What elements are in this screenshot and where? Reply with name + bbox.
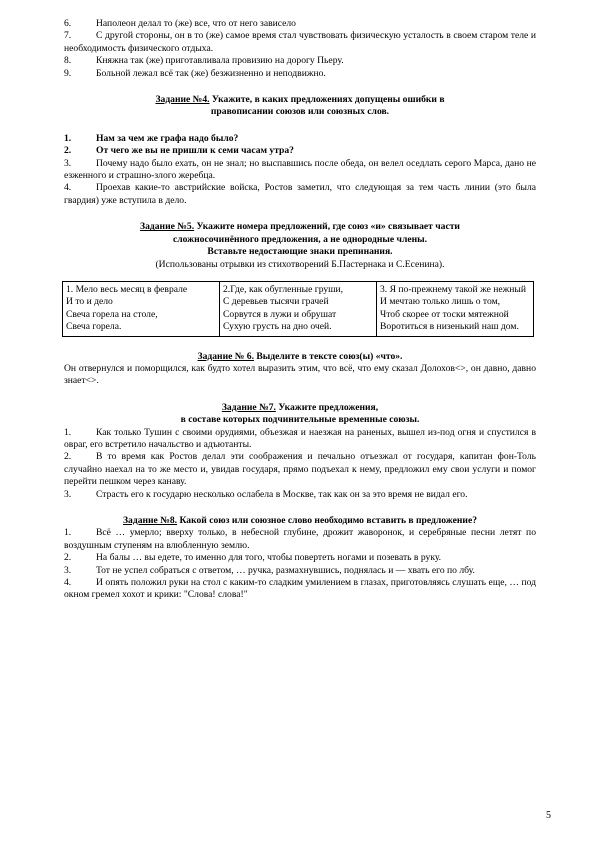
task6-text: Он отвернулся и поморщился, как будто хотел выразить этим, что всё, что ему сказал Долохов<>, он давно, давно знает<>. bbox=[64, 362, 536, 387]
table-cell: 3. Я по-прежнему такой же нежный И мечтаю только лишь о том, Чтоб скорее от тоски мятежной Воротиться в низенький наш дом. bbox=[377, 281, 534, 336]
list-item: 1. Нам за чем же графа надо было? bbox=[64, 132, 239, 144]
list-item: 2. В то время как Ростов делал эти соображения и печально отъезжал от государя, капитан фон-Толь случайно наехал на то же место и, увидав государя, прямо подъехал к нему, предложил ему свои услуги и помог перейти пешком через канаву. bbox=[64, 451, 536, 488]
page-number: 5 bbox=[546, 810, 551, 821]
task8-heading: Задание №8. Какой союз или союзное слово необходимо вставить в предложение? bbox=[122, 515, 478, 526]
list-item: 8. Княжна так (же) приготавливала провизию на дорогу Пьеру. bbox=[64, 55, 344, 67]
list-item: 2. На балы … вы едете, то именно для того, чтобы повертеть ногами и позевать в руку. bbox=[64, 552, 442, 564]
task7-heading: Задание №7. Укажите предложения, в составе которых подчинительные временные союзы. bbox=[180, 401, 420, 426]
document-page bbox=[64, 18, 536, 602]
task6-heading: Задание № 6. Выделите в тексте союз(ы) «что». bbox=[197, 350, 403, 362]
list-item: 7. С другой стороны, он в то (же) самое время стал чувствовать физическую усталость в своем старом теле и необходимость физического отдыха. bbox=[64, 30, 536, 54]
task4-heading: Задание №4. Укажите, в каких предложениях допущены ошибки в правописании союзов или союзных слов. bbox=[155, 94, 445, 118]
task5-heading: Задание №5. Укажите номера предложений, где союз «и» связывает части сложносочинённого предложения, а не однородные члены. Вставьте недостающие знаки препинания. (Использованы отрывки из стихотворений Б.Пастернака и С.Есенина). bbox=[140, 221, 460, 270]
list-item: 3. Страсть его к государю несколько ослабела в Москве, так как он за это время не видал его. bbox=[64, 488, 468, 500]
list-item: 3. Почему надо было ехать, он не знал; но выспавшись после обеда, он велел оседлать серого Марса, дано не езженного и страшно-злого жеребца. bbox=[64, 157, 536, 182]
list-item: 1. Как только Тушин с своими орудиями, объезжая и наезжая на раненых, вышел из-под огня и спустился в овраг, его встретило начальство и адъютанты. bbox=[64, 426, 536, 450]
list-item: 9. Больной лежал всё так (же) безжизненно и неподвижно. bbox=[64, 67, 326, 79]
table-cell: 1. Мело весь месяц в феврале И то и дело Свеча горела на столе, Свеча горела. bbox=[63, 281, 220, 336]
list-item: 4. Проехав какие-то австрийские войска, Ростов заметил, что следующая за тем часть линии (это была гвардия) уже вступила в дело. bbox=[64, 182, 536, 206]
list-item: 1. Всё … умерло; вверху только, в небесной глубине, дрожит жаворонок, и серебряные песни летят по воздушным ступеням на влюбленную землю. bbox=[64, 527, 536, 551]
list-item: 6. Наполеон делал то (же) все, что от него зависело bbox=[64, 18, 296, 29]
list-item: 2. От чего же вы не пришли к семи часам утра? bbox=[64, 145, 294, 157]
poem-table bbox=[62, 281, 534, 337]
list-item: 4. И опять положил руки на стол с каким-то сладким умилением в глазах, приготовляясь слушать еще, … под окном гремел хохот и крики: "Слова! слова!" bbox=[64, 577, 536, 601]
list-item: 3. Тот не успел собраться с ответом, … ручка, размахнувшись, поднялась и — хвать его по лбу. bbox=[64, 564, 475, 576]
table-cell: 2.Где, как обугленные груши, С деревьев тысячи грачей Сорвутся в лужи и обрушат Сухую грусть на дно очей. bbox=[220, 281, 377, 336]
